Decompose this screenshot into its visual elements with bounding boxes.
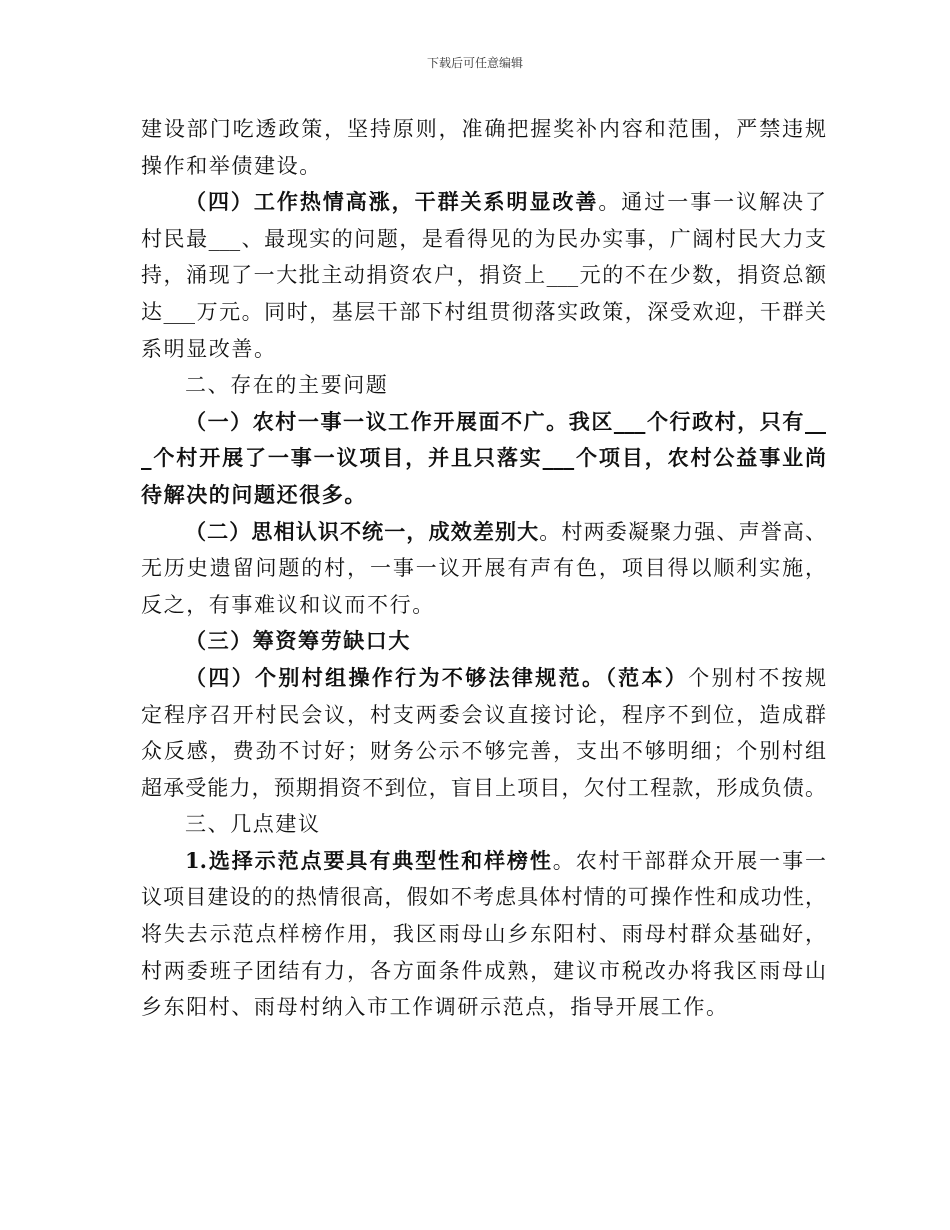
bold-text-segment: （一）农村一事一议工作开展面不广。我区___个行政村，只有__ bbox=[185, 408, 826, 434]
text-segment: 三、几点建议 bbox=[185, 812, 321, 837]
text-line bbox=[141, 367, 826, 404]
text-line bbox=[141, 879, 826, 916]
text-line bbox=[141, 587, 826, 624]
page-header: 下载后可任意编辑 bbox=[426, 56, 523, 70]
text-line bbox=[141, 806, 826, 843]
text-segment: 无历史遗留问题的村，一事一议开展有声有色，项目得以顺利实施， bbox=[141, 556, 826, 581]
text-line bbox=[141, 331, 826, 368]
text-line bbox=[141, 294, 826, 331]
text-line bbox=[141, 111, 826, 148]
text-line bbox=[141, 148, 826, 185]
text-segment: 定程序召开村民会议，村支两委会议直接讨论，程序不到位，造成群 bbox=[141, 702, 826, 727]
text-line bbox=[141, 623, 826, 660]
bold-text-segment: _个村开展了一事一议项目，并且只落实___个项目，农村公益事业尚 bbox=[141, 445, 826, 471]
text-segment: 系明显改善。 bbox=[141, 336, 277, 361]
text-segment: 。村两委凝聚力强、声誉高、 bbox=[539, 519, 827, 544]
text-line bbox=[141, 221, 826, 258]
text-segment: 村两委班子团结有力，各方面条件成熟，建议市税改办将我区雨母山 bbox=[141, 958, 826, 983]
bold-text-segment: 待解决的问题还很多。 bbox=[141, 481, 367, 507]
text-segment: 。农村干部群众开展一事一 bbox=[552, 848, 827, 873]
text-segment: 操作和举债建设。 bbox=[141, 153, 322, 178]
text-line bbox=[141, 440, 826, 477]
document-body bbox=[141, 111, 826, 1026]
text-segment: 二、存在的主要问题 bbox=[185, 373, 389, 398]
text-line bbox=[141, 184, 826, 221]
text-line bbox=[141, 477, 826, 514]
text-line bbox=[141, 770, 826, 807]
text-line bbox=[141, 953, 826, 990]
text-line bbox=[141, 697, 826, 734]
text-line bbox=[141, 989, 826, 1026]
text-segment: 建设部门吃透政策，坚持原则，准确把握奖补内容和范围，严禁违规 bbox=[141, 117, 826, 141]
text-segment: 议项目建设的的热情很高，假如不考虑具体村情的可操作性和成功性， bbox=[141, 885, 826, 910]
text-line bbox=[141, 660, 826, 697]
bold-text-segment: （二）思相认识不统一，成效差别大 bbox=[185, 518, 540, 544]
text-segment: 村民最___、最现实的问题，是看得见的为民办实事，广阔村民大力支 bbox=[141, 226, 826, 251]
text-segment: 反之，有事难议和议而不行。 bbox=[141, 592, 435, 617]
text-line bbox=[141, 514, 826, 551]
text-line bbox=[141, 843, 826, 880]
text-line bbox=[141, 733, 826, 770]
bold-text-segment: （四）个别村组操作行为不够法律规范。（范本） bbox=[185, 664, 689, 690]
bold-text-segment: 1.选择示范点要具有典型性和样榜性 bbox=[185, 847, 553, 873]
text-segment: 将失去示范点样榜作用，我区雨母山乡东阳村、雨母村群众基础好， bbox=[141, 922, 826, 947]
bold-text-segment: （三）筹资筹劳缺口大 bbox=[185, 628, 411, 654]
text-line bbox=[141, 404, 826, 441]
bold-text-segment: （四）工作热情高涨，干群关系明显改善 bbox=[185, 189, 599, 215]
text-line bbox=[141, 257, 826, 294]
text-line bbox=[141, 550, 826, 587]
text-segment: 个别村不按规 bbox=[688, 665, 827, 690]
text-segment: 乡东阳村、雨母村纳入市工作调研示范点，指导开展工作。 bbox=[141, 995, 729, 1020]
text-segment: 超承受能力，预期捐资不到位，盲目上项目，欠付工程款，形成负债。 bbox=[141, 775, 826, 800]
text-segment: 众反感，费劲不讨好；财务公示不够完善，支出不够明细；个别村组 bbox=[141, 739, 826, 764]
text-segment: 。通过一事一议解决了 bbox=[598, 190, 827, 215]
text-line bbox=[141, 916, 826, 953]
text-segment: 达___万元。同时，基层干部下村组贯彻落实政策，深受欢迎，干群关 bbox=[141, 299, 826, 324]
text-segment: 持，涌现了一大批主动捐资农户，捐资上___元的不在少数，捐资总额 bbox=[141, 263, 826, 288]
